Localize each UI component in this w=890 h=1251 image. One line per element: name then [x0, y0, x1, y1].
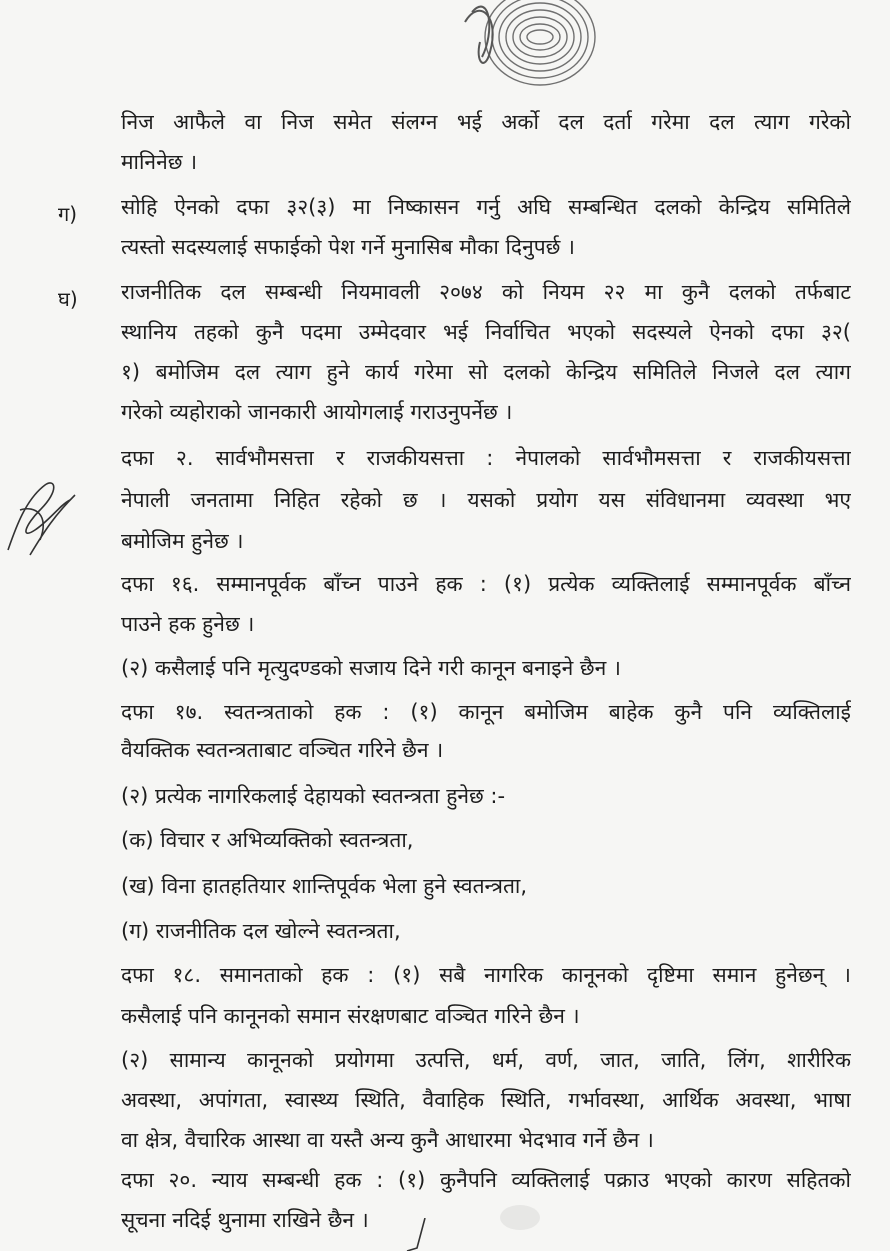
- text-line: दफा २. सार्वभौमसत्ता र राजकीयसत्ता : नेपालको सार्वभौमसत्ता र राजकीयसत्ता: [121, 446, 851, 470]
- text-line: गरेको व्यहोराको जानकारी आयोगलाई गराउनुपर्नेछ ।: [121, 400, 513, 424]
- fingerprint-mark: [460, 0, 610, 102]
- text-line: दफा १६. सम्मानपूर्वक बाँच्न पाउने हक : (१) प्रत्येक व्यक्तिलाई सम्मानपूर्वक बाँच्न: [121, 572, 851, 596]
- text-line: (२) प्रत्येक नागरिकलाई देहायको स्वतन्त्रता हुनेछ :-: [121, 784, 506, 808]
- text-line: अवस्था, अपांगता, स्वास्थ्य स्थिति, वैवाहिक स्थिति, गर्भावस्था, आर्थिक अवस्था, भाषा: [121, 1088, 851, 1112]
- text-line: दफा १७. स्वतन्त्रताको हक : (१) कानून बमोजिम बाहेक कुनै पनि व्यक्तिलाई: [121, 700, 851, 724]
- text-line: (२) सामान्य कानूनको प्रयोगमा उत्पत्ति, धर्म, वर्ण, जात, जाति, लिंग, शारीरिक: [121, 1048, 851, 1072]
- text-line: १) बमोजिम दल त्याग हुने कार्य गरेमा सो दलको केन्द्रिय समितिले निजले दल त्याग: [121, 360, 851, 384]
- text-line: वा क्षेत्र, वैचारिक आस्था वा यस्तै अन्य कुनै आधारमा भेदभाव गर्ने छैन ।: [121, 1128, 654, 1152]
- text-line: (२) कसैलाई पनि मृत्युदण्डको सजाय दिने गरी कानून बनाइने छैन ।: [121, 656, 621, 680]
- text-line: स्थानिय तहको कुनै पदमा उम्मेदवार भई निर्वाचित भएको सदस्यले ऐनको दफा ३२(: [121, 320, 851, 344]
- text-line: दफा १८. समानताको हक : (१) सबै नागरिक कानूनको दृष्टिमा समान हुनेछन् ।: [121, 963, 851, 987]
- text-line: दफा २०. न्याय सम्बन्धी हक : (१) कुनैपनि व्यक्तिलाई पक्राउ भएको कारण सहितको: [121, 1168, 851, 1192]
- clause-marker-gha: घ): [58, 287, 78, 311]
- text-line: सूचना नदिई थुनामा राखिने छैन ।: [121, 1208, 369, 1232]
- text-line: बमोजिम हुनेछ ।: [121, 529, 244, 553]
- text-line: (ख) विना हातहतियार शान्तिपूर्वक भेला हुने स्वतन्त्रता,: [121, 874, 528, 898]
- margin-signature: [0, 470, 80, 560]
- text-line: मानिनेछ ।: [121, 150, 198, 174]
- clause-marker-ga: ग): [58, 202, 78, 226]
- text-line: पाउने हक हुनेछ ।: [121, 612, 255, 636]
- text-line: निज आफैले वा निज समेत संलग्न भई अर्को दल दर्ता गरेमा दल त्याग गरेको: [121, 110, 851, 134]
- text-line: वैयक्तिक स्वतन्त्रताबाट वञ्चित गरिने छैन ।: [121, 738, 444, 762]
- text-line: (क) विचार र अभिव्यक्तिको स्वतन्त्रता,: [121, 828, 414, 852]
- text-line: सोहि ऐनको दफा ३२(३) मा निष्कासन गर्नु अघि सम्बन्धित दलको केन्द्रिय समितिले: [121, 195, 851, 219]
- text-line: (ग) राजनीतिक दल खोल्ने स्वतन्त्रता,: [121, 919, 401, 943]
- text-line: त्यस्तो सदस्यलाई सफाईको पेश गर्ने मुनासिब मौका दिनुपर्छ ।: [121, 235, 576, 259]
- text-line: कसैलाई पनि कानूनको समान संरक्षणबाट वञ्चित गरिने छैन ।: [121, 1004, 580, 1028]
- text-line: राजनीतिक दल सम्बन्धी नियमावली २०७४ को नियम २२ मा कुनै दलको तर्फबाट: [121, 280, 851, 304]
- text-line: नेपाली जनतामा निहित रहेको छ । यसको प्रयोग यस संविधानमा व्यवस्था भए: [121, 488, 851, 512]
